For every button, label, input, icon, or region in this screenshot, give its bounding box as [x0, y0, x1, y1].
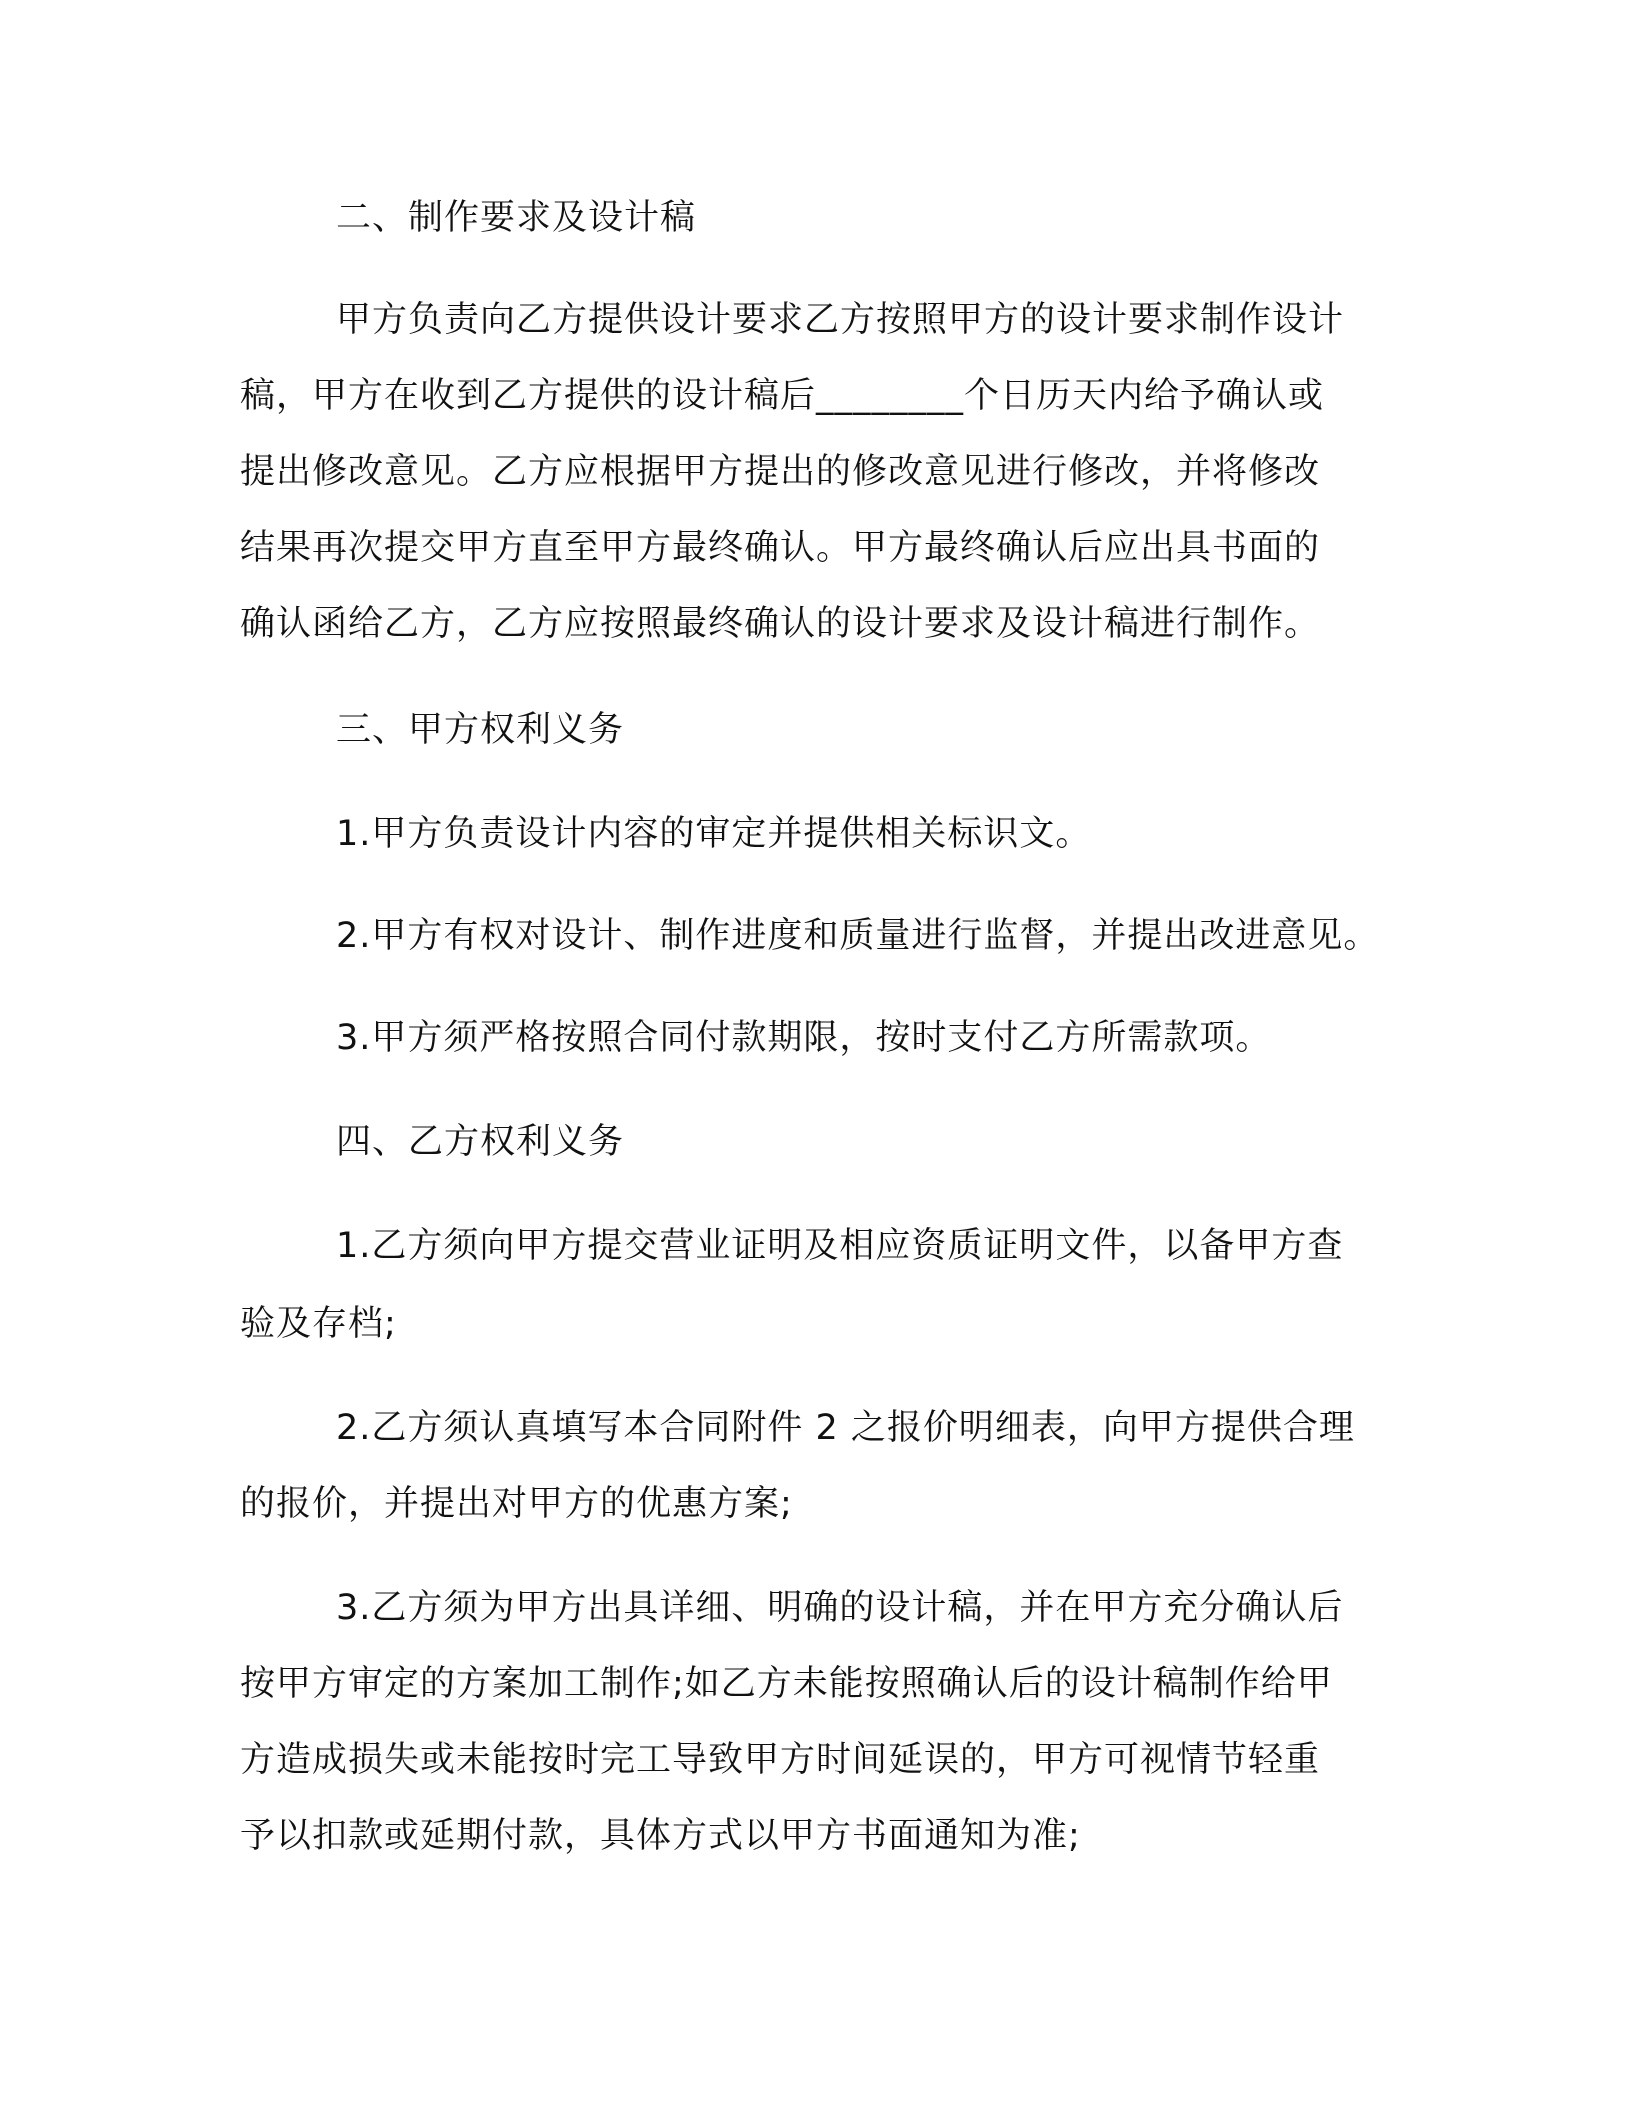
list-item-continuation: 的报价，并提出对甲方的优惠方案;: [240, 1484, 793, 1524]
paragraph-line: 甲方负责向乙方提供设计要求乙方按照甲方的设计要求制作设计: [336, 300, 1345, 340]
list-item-continuation: 方造成损失或未能按时完工导致甲方时间延误的，甲方可视情节轻重: [240, 1740, 1321, 1780]
list-item: 1.乙方须向甲方提交营业证明及相应资质证明文件，以备甲方查: [336, 1226, 1344, 1266]
list-item-continuation: 按甲方审定的方案加工制作;如乙方未能按照确认后的设计稿制作给甲: [240, 1664, 1333, 1704]
paragraph-line: 稿，甲方在收到乙方提供的设计稿后________个日历天内给予确认或: [240, 376, 1325, 416]
section-heading-4: 四、乙方权利义务: [336, 1122, 625, 1162]
list-item-continuation: 予以扣款或延期付款，具体方式以甲方书面通知为准;: [240, 1816, 1081, 1856]
list-item: 2.乙方须认真填写本合同附件 2 之报价明细表，向甲方提供合理: [336, 1408, 1355, 1448]
list-item: 1.甲方负责设计内容的审定并提供相关标识文。: [336, 814, 1092, 854]
list-item: 3.乙方须为甲方出具详细、明确的设计稿，并在甲方充分确认后: [336, 1588, 1344, 1628]
section-heading-2: 二、制作要求及设计稿: [336, 198, 697, 238]
paragraph-line: 确认函给乙方，乙方应按照最终确认的设计要求及设计稿进行制作。: [240, 604, 1321, 644]
list-item: 2.甲方有权对设计、制作进度和质量进行监督，并提出改进意见。: [336, 916, 1380, 956]
section-heading-3: 三、甲方权利义务: [336, 710, 625, 750]
list-item-continuation: 验及存档;: [240, 1304, 397, 1344]
list-item: 3.甲方须严格按照合同付款期限，按时支付乙方所需款项。: [336, 1018, 1272, 1058]
paragraph-line: 提出修改意见。乙方应根据甲方提出的修改意见进行修改，并将修改: [240, 452, 1321, 492]
paragraph-line: 结果再次提交甲方直至甲方最终确认。甲方最终确认后应出具书面的: [240, 528, 1321, 568]
